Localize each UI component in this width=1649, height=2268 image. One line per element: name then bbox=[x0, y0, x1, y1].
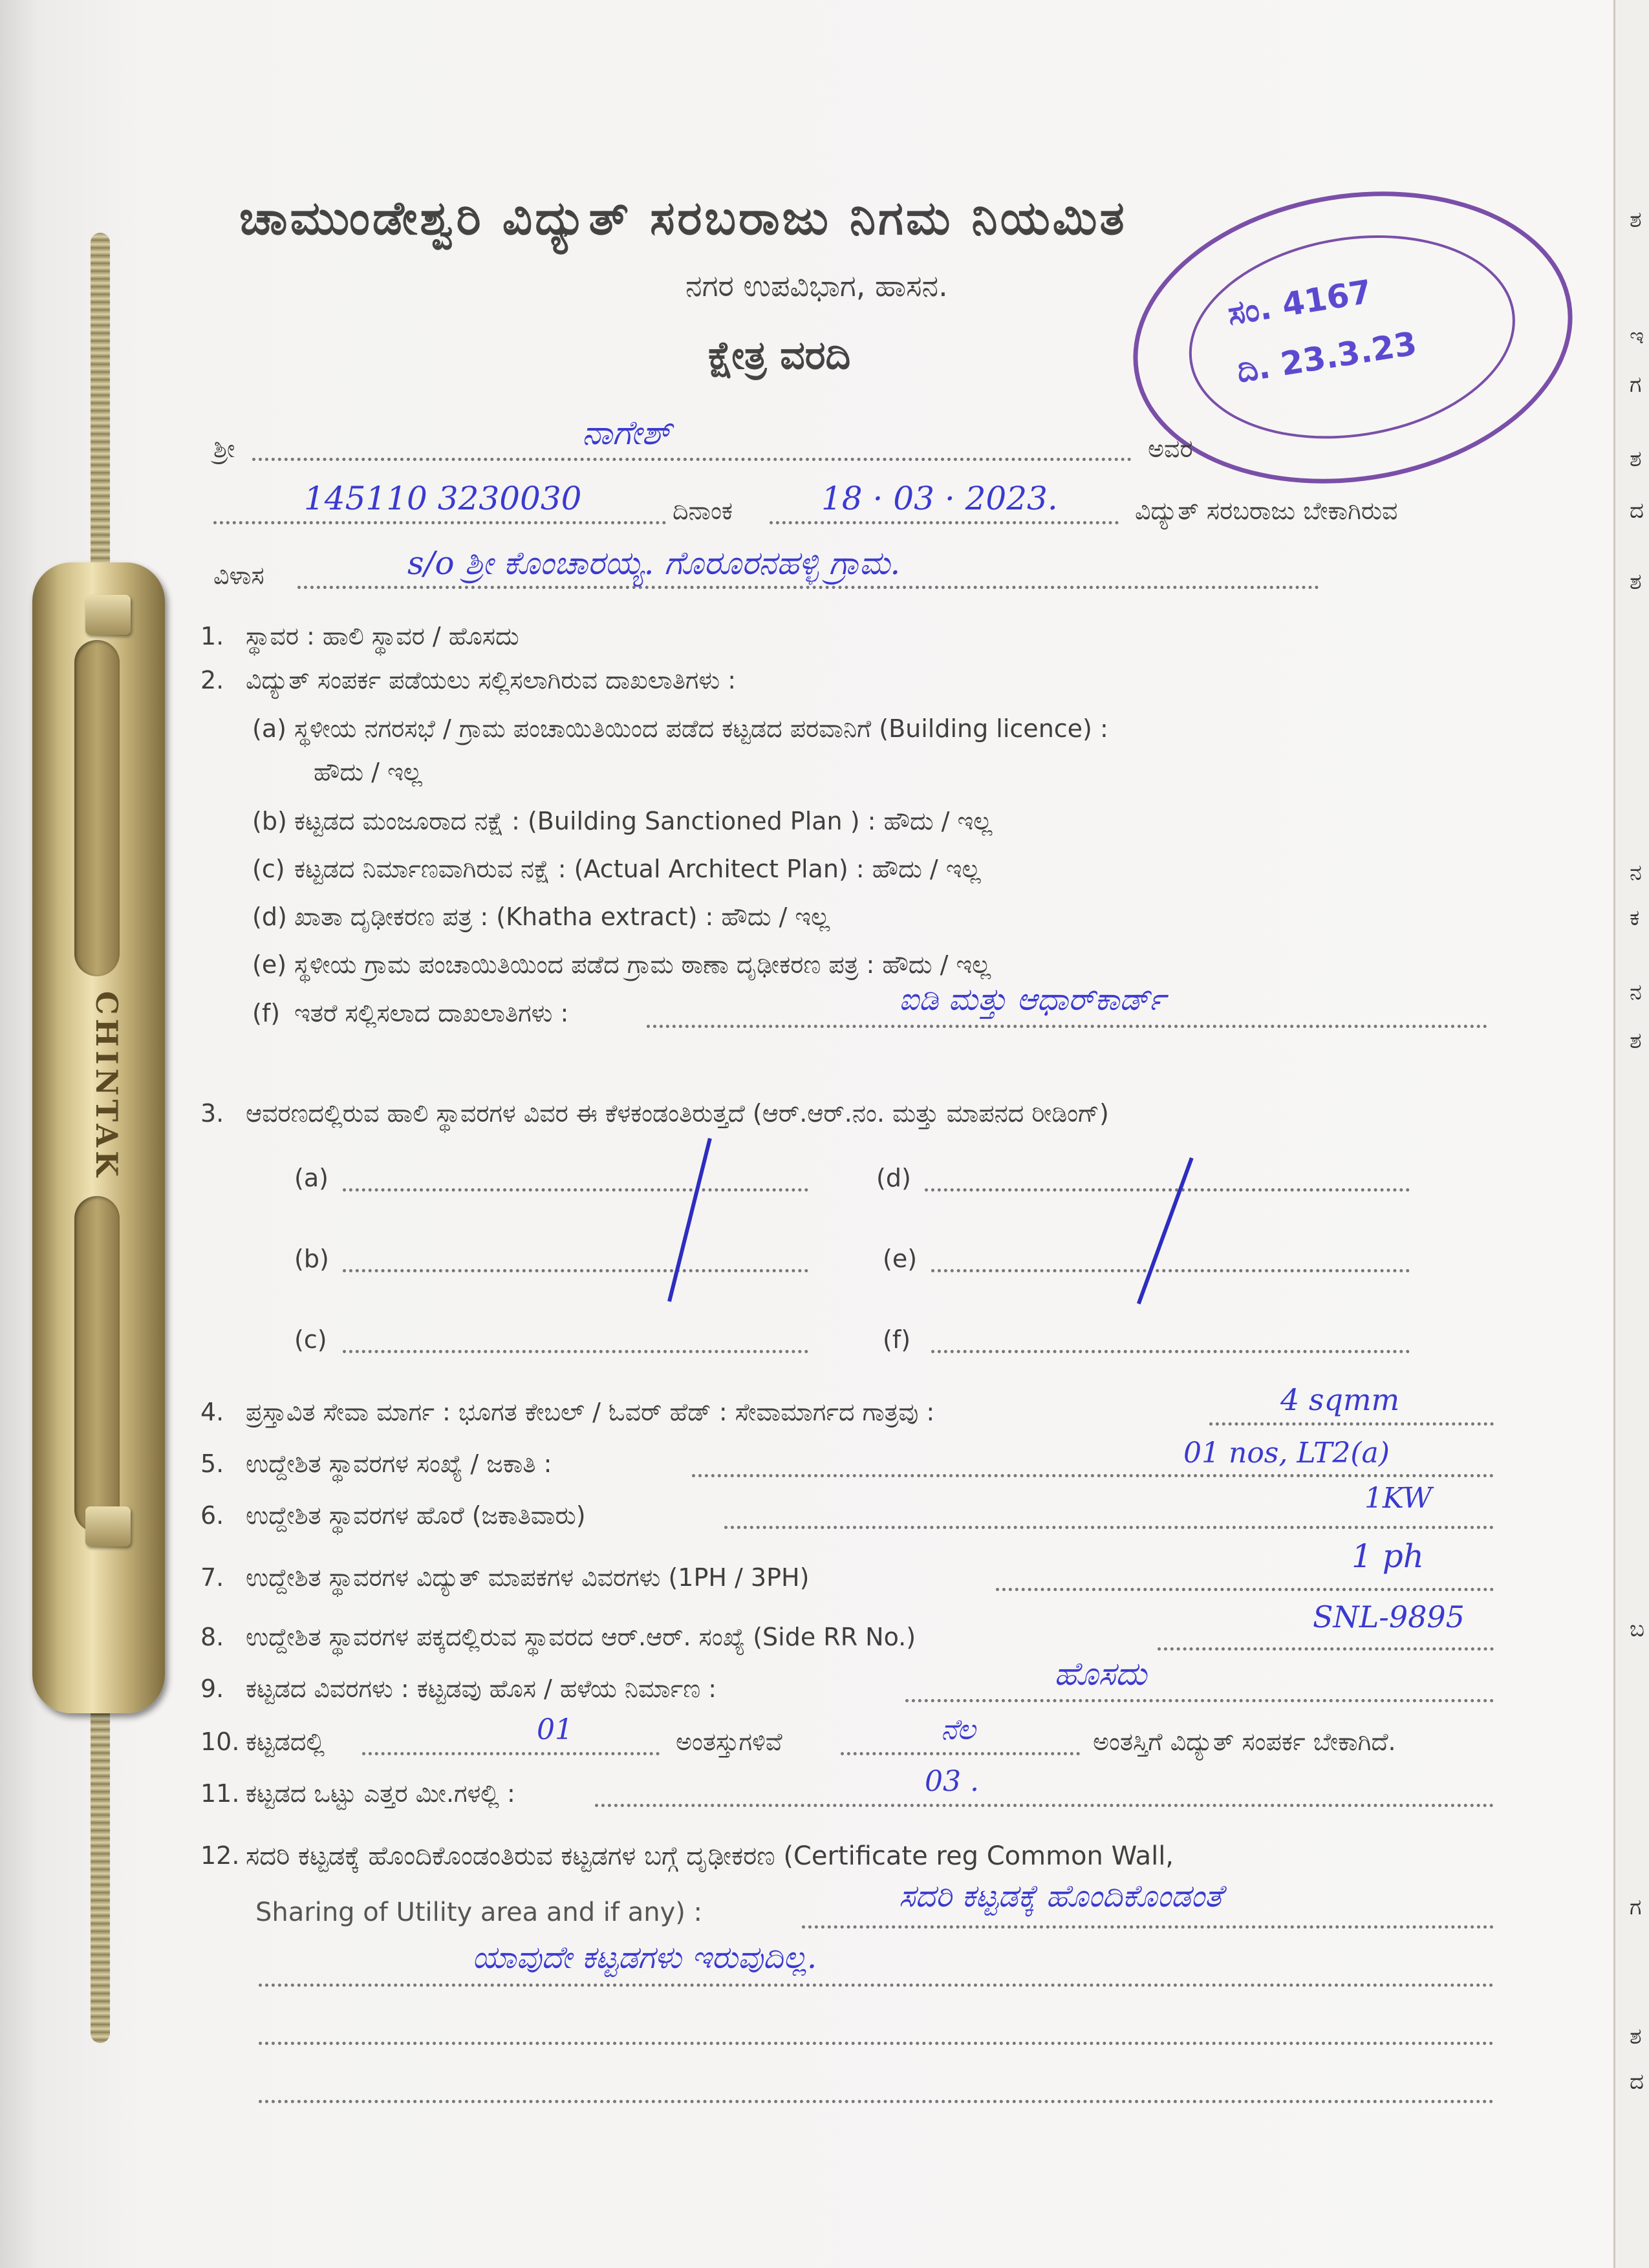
application-date: 18 · 03 · 2023. bbox=[821, 480, 1058, 517]
date-label: ದಿನಾಂಕ bbox=[673, 497, 733, 525]
existing-rr-label-c: (c) bbox=[294, 1325, 327, 1354]
item-number: 4. bbox=[200, 1398, 224, 1426]
item-number: 6. bbox=[200, 1501, 224, 1530]
service-line-size-line bbox=[1209, 1422, 1494, 1426]
company-title: ಚಾಮುಂಡೇಶ್ವರಿ ವಿದ್ಯುತ್ ಸರಬರಾಜು ನಿಗಮ ನಿಯಮಿತ bbox=[239, 191, 1127, 245]
edge-glyph: ಶ bbox=[1630, 1028, 1642, 1054]
installation-count-line bbox=[692, 1474, 1494, 1477]
item-2b-sanctioned-plan: ಕಟ್ಟಡದ ಮಂಜೂರಾದ ನಕ್ಷೆ : (Building Sanctioned Plan ) : ಹೌದು / ಇಲ್ಲ bbox=[294, 807, 993, 835]
common-wall-value-1: ಸದರಿ ಕಟ್ಟಡಕ್ಕೆ ಹೊಂದಿಕೊಂಡಂತೆ bbox=[899, 1878, 1223, 1914]
binder-brand-label: CHINTAK bbox=[89, 991, 124, 1181]
binder-slot bbox=[74, 640, 120, 976]
common-wall-line-4 bbox=[259, 2100, 1494, 2103]
existing-rr-label-a: (a) bbox=[294, 1164, 329, 1192]
existing-rr-label-b: (b) bbox=[294, 1245, 329, 1273]
applicant-prefix: ಶ್ರೀ bbox=[213, 434, 235, 463]
stamp-number: ಸಂ. 4167 bbox=[1225, 273, 1374, 333]
subdivision-title: ನಗರ ಉಪವಿಭಾಗ, ಹಾಸನ. bbox=[685, 268, 948, 303]
sub-label: (d) bbox=[252, 903, 287, 931]
load-value: 1KW bbox=[1364, 1482, 1432, 1515]
name-field-line bbox=[252, 458, 1132, 461]
floors-value: 01 bbox=[537, 1713, 573, 1746]
floor-required-line bbox=[841, 1752, 1080, 1755]
existing-rr-label-e: (e) bbox=[883, 1245, 918, 1273]
item-2e-village-certificate: ಸ್ಥಳೀಯ ಗ್ರಾಮ ಪಂಚಾಯಿತಿಯಿಂದ ಪಡೆದ ಗ್ರಾಮ ಠಾಣಾ ದೃಢೀಕರಣ ಪತ್ರ : ಹೌದು / ಇಲ್ಲ bbox=[294, 950, 991, 979]
edge-glyph: ಗ bbox=[1630, 1894, 1642, 1920]
common-wall-value-2: ಯಾವುದೇ ಕಟ್ಟಡಗಳು ಇರುವುದಿಲ್ಲ. bbox=[472, 1940, 817, 1976]
item-number: 10. bbox=[200, 1728, 240, 1756]
binder-clip bbox=[85, 1506, 131, 1546]
meter-details-value: 1 ph bbox=[1352, 1537, 1424, 1575]
item-3-existing-installations: ಆವರಣದಲ್ಲಿರುವ ಹಾಲಿ ಸ್ಥಾವರಗಳ ವಿವರ ಈ ಕೆಳಕಂಡಂತಿರುತ್ತದೆ (ಆರ್.ಆರ್.ನಂ. ಮತ್ತು ಮಾಪನದ ರೀಡಿಂಗ್) bbox=[246, 1099, 1109, 1128]
item-12-common-wall-certificate: ಸದರಿ ಕಟ್ಟಡಕ್ಕೆ ಹೊಂದಿಕೊಂಡಂತಿರುವ ಕಟ್ಟಡಗಳ ಬಗ್ಗೆ ದೃಢೀಕರಣ (Certificate reg Common Wall, bbox=[246, 1841, 1174, 1871]
item-2c-architect-plan: ಕಟ್ಟಡದ ನಿರ್ಮಾಣವಾಗಿರುವ ನಕ್ಷೆ : (Actual Architect Plan) : ಹೌದು / ಇಲ್ಲ bbox=[294, 855, 981, 883]
item-number: 3. bbox=[200, 1099, 224, 1128]
building-details-line bbox=[905, 1699, 1494, 1702]
other-documents-value: ಐಡಿ ಮತ್ತು ಆಧಾರ್‌ಕಾರ್ಡ್ bbox=[899, 981, 1166, 1018]
height-value: 03 . bbox=[925, 1765, 979, 1798]
edge-glyph: ಕ bbox=[1630, 905, 1640, 931]
edge-glyph: ಶ bbox=[1630, 569, 1642, 595]
edge-glyph: ನ bbox=[1630, 860, 1642, 886]
applicant-address: s/o ಶ್ರೀ ಕೊಂಚಾರಯ್ಯ. ಗೊರೂರನಹಳ್ಳಿ ಗ್ರಾಮ. bbox=[407, 544, 901, 582]
applicant-suffix: ಅವರ bbox=[1148, 434, 1193, 463]
edge-glyph: ದ bbox=[1630, 2069, 1644, 2095]
building-details-value: ಹೊಸದು bbox=[1054, 1655, 1147, 1693]
existing-rr-line-b bbox=[343, 1269, 808, 1272]
load-line bbox=[724, 1526, 1494, 1529]
existing-rr-line-d bbox=[925, 1188, 1410, 1192]
edge-glyph: ನ bbox=[1630, 979, 1642, 1005]
edge-glyph: ಗ bbox=[1630, 372, 1642, 398]
sub-label: (e) bbox=[252, 950, 287, 979]
existing-rr-line-a bbox=[343, 1188, 808, 1192]
sub-label: (b) bbox=[252, 807, 287, 835]
item-number: 1. bbox=[200, 622, 224, 650]
item-10-prefix: ಕಟ್ಟಡದಲ್ಲಿ bbox=[246, 1728, 325, 1756]
common-wall-line-2 bbox=[259, 1984, 1494, 1987]
item-7-meter-details: ಉದ್ದೇಶಿತ ಸ್ಥಾವರಗಳ ವಿದ್ಯುತ್ ಮಾಪಕಗಳ ವಿವರಗಳು (1PH / 3PH) bbox=[246, 1563, 810, 1592]
side-rr-value: SNL-9895 bbox=[1313, 1599, 1465, 1634]
item-11-height: ಕಟ್ಟಡದ ಒಟ್ಟು ಎತ್ತರ ಮೀ.ಗಳಲ್ಲಿ : bbox=[246, 1779, 515, 1808]
address-label: ವಿಳಾಸ bbox=[213, 561, 264, 590]
report-title: ಕ್ಷೇತ್ರ ವರದಿ bbox=[708, 333, 851, 378]
item-5-installation-count: ಉದ್ದೇಶಿತ ಸ್ಥಾವರಗಳ ಸಂಖ್ಯೆ / ಜಕಾತಿ : bbox=[246, 1450, 552, 1478]
other-documents-line bbox=[647, 1025, 1487, 1028]
common-wall-line-3 bbox=[259, 2042, 1494, 2045]
item-9-building-details: ಕಟ್ಟಡದ ವಿವರಗಳು : ಕಟ್ಟಡವು ಹೊಸ / ಹಳೆಯ ನಿರ್ಮಾಣ : bbox=[246, 1674, 717, 1703]
existing-rr-line-e bbox=[931, 1269, 1410, 1272]
existing-rr-line-f bbox=[931, 1350, 1410, 1353]
item-number: 9. bbox=[200, 1674, 224, 1703]
item-number: 8. bbox=[200, 1623, 224, 1651]
side-rr-line bbox=[1158, 1647, 1494, 1651]
item-number: 12. bbox=[200, 1841, 240, 1870]
item-6-load: ಉದ್ದೇಶಿತ ಸ್ಥಾವರಗಳ ಹೊರೆ (ಜಕಾತಿವಾರು) bbox=[246, 1501, 586, 1530]
applicant-name: ನಾಗೇಶ್ bbox=[582, 414, 671, 453]
item-number: 7. bbox=[200, 1563, 224, 1592]
item-12-continued: Sharing of Utility area and if any) : bbox=[255, 1898, 703, 1927]
item-8-side-rr: ಉದ್ದೇಶಿತ ಸ್ಥಾವರಗಳ ಪಕ್ಕದಲ್ಲಿರುವ ಸ್ಥಾವರದ ಆರ್.ಆರ್. ಸಂಖ್ಯೆ (Side RR No.) bbox=[246, 1623, 916, 1651]
item-2a-building-licence: ಸ್ಥಳೀಯ ನಗರಸಭೆ / ಗ್ರಾಮ ಪಂಚಾಯಿತಿಯಿಂದ ಪಡೆದ ಕಟ್ಟಡದ ಪರವಾನಿಗೆ (Building licence) : bbox=[294, 714, 1108, 743]
item-2-documents: ವಿದ್ಯುತ್ ಸಂಪರ್ಕ ಪಡೆಯಲು ಸಲ್ಲಿಸಲಾಗಿರುವ ದಾಖಲಾತಿಗಳು : bbox=[246, 666, 737, 694]
sub-label: (f) bbox=[252, 999, 281, 1027]
item-number: 11. bbox=[200, 1779, 240, 1808]
edge-glyph: ಶ bbox=[1630, 2024, 1642, 2049]
application-number: 145110 3230030 bbox=[304, 480, 582, 517]
common-wall-line-1 bbox=[802, 1925, 1494, 1929]
item-1-installation-type: ಸ್ಥಾವರ : ಹಾಲಿ ಸ್ಥಾವರ / ಹೊಸದು bbox=[246, 622, 519, 650]
edge-glyph: ದ bbox=[1630, 498, 1644, 524]
supply-required-label: ವಿದ್ಯುತ್ ಸರಬರಾಜು ಬೇಕಾಗಿರುವ bbox=[1135, 497, 1398, 525]
sub-label: (a) bbox=[252, 714, 286, 743]
item-number: 5. bbox=[200, 1450, 224, 1478]
sub-label: (c) bbox=[252, 855, 285, 883]
edge-glyph: ಇ bbox=[1630, 323, 1644, 349]
app-number-field-line bbox=[213, 521, 666, 524]
item-4-service-line: ಪ್ರಸ್ತಾವಿತ ಸೇವಾ ಮಾರ್ಗ : ಭೂಗತ ಕೇಬಲ್ / ಓವರ್ ಹೆಡ್ : ಸೇವಾಮಾರ್ಗದ ಗಾತ್ರವು : bbox=[246, 1398, 935, 1426]
meter-details-line bbox=[996, 1588, 1494, 1591]
existing-rr-line-c bbox=[343, 1350, 808, 1353]
binder-slot bbox=[74, 1196, 120, 1532]
binder-clip bbox=[85, 595, 131, 635]
edge-glyph: ಶ bbox=[1630, 207, 1642, 233]
edge-glyph: ಶ bbox=[1630, 446, 1642, 472]
item-10-middle: ಅಂತಸ್ತುಗಳಿವೆ bbox=[676, 1728, 782, 1756]
stamp-date: ದಿ. 23.3.23 bbox=[1234, 325, 1419, 390]
item-2f-other-documents: ಇತರೆ ಸಲ್ಲಿಸಲಾದ ದಾಖಲಾತಿಗಳು : bbox=[294, 999, 569, 1027]
floor-required-value: ನೆಲ bbox=[941, 1713, 976, 1746]
existing-rr-label-f: (f) bbox=[883, 1325, 911, 1354]
height-line bbox=[595, 1804, 1494, 1807]
address-field-line bbox=[297, 586, 1319, 589]
existing-rr-label-d: (d) bbox=[876, 1164, 911, 1192]
service-line-size-value: 4 sqmm bbox=[1280, 1382, 1400, 1417]
item-2d-khatha: ಖಾತಾ ದೃಢೀಕರಣ ಪತ್ರ : (Khatha extract) : ಹೌದು / ಇಲ್ಲ bbox=[294, 903, 830, 931]
item-2a-answer: ಹೌದು / ಇಲ್ಲ bbox=[314, 758, 422, 786]
item-10-suffix: ಅಂತಸ್ತಿಗೆ ವಿದ್ಯುತ್ ಸಂಪರ್ಕ ಬೇಕಾಗಿದೆ. bbox=[1093, 1728, 1396, 1756]
floors-line bbox=[362, 1752, 660, 1755]
date-field-line bbox=[770, 521, 1119, 524]
installation-count-value: 01 nos, LT2(a) bbox=[1183, 1437, 1390, 1470]
edge-glyph: ಬ bbox=[1630, 1616, 1645, 1642]
item-number: 2. bbox=[200, 666, 224, 694]
